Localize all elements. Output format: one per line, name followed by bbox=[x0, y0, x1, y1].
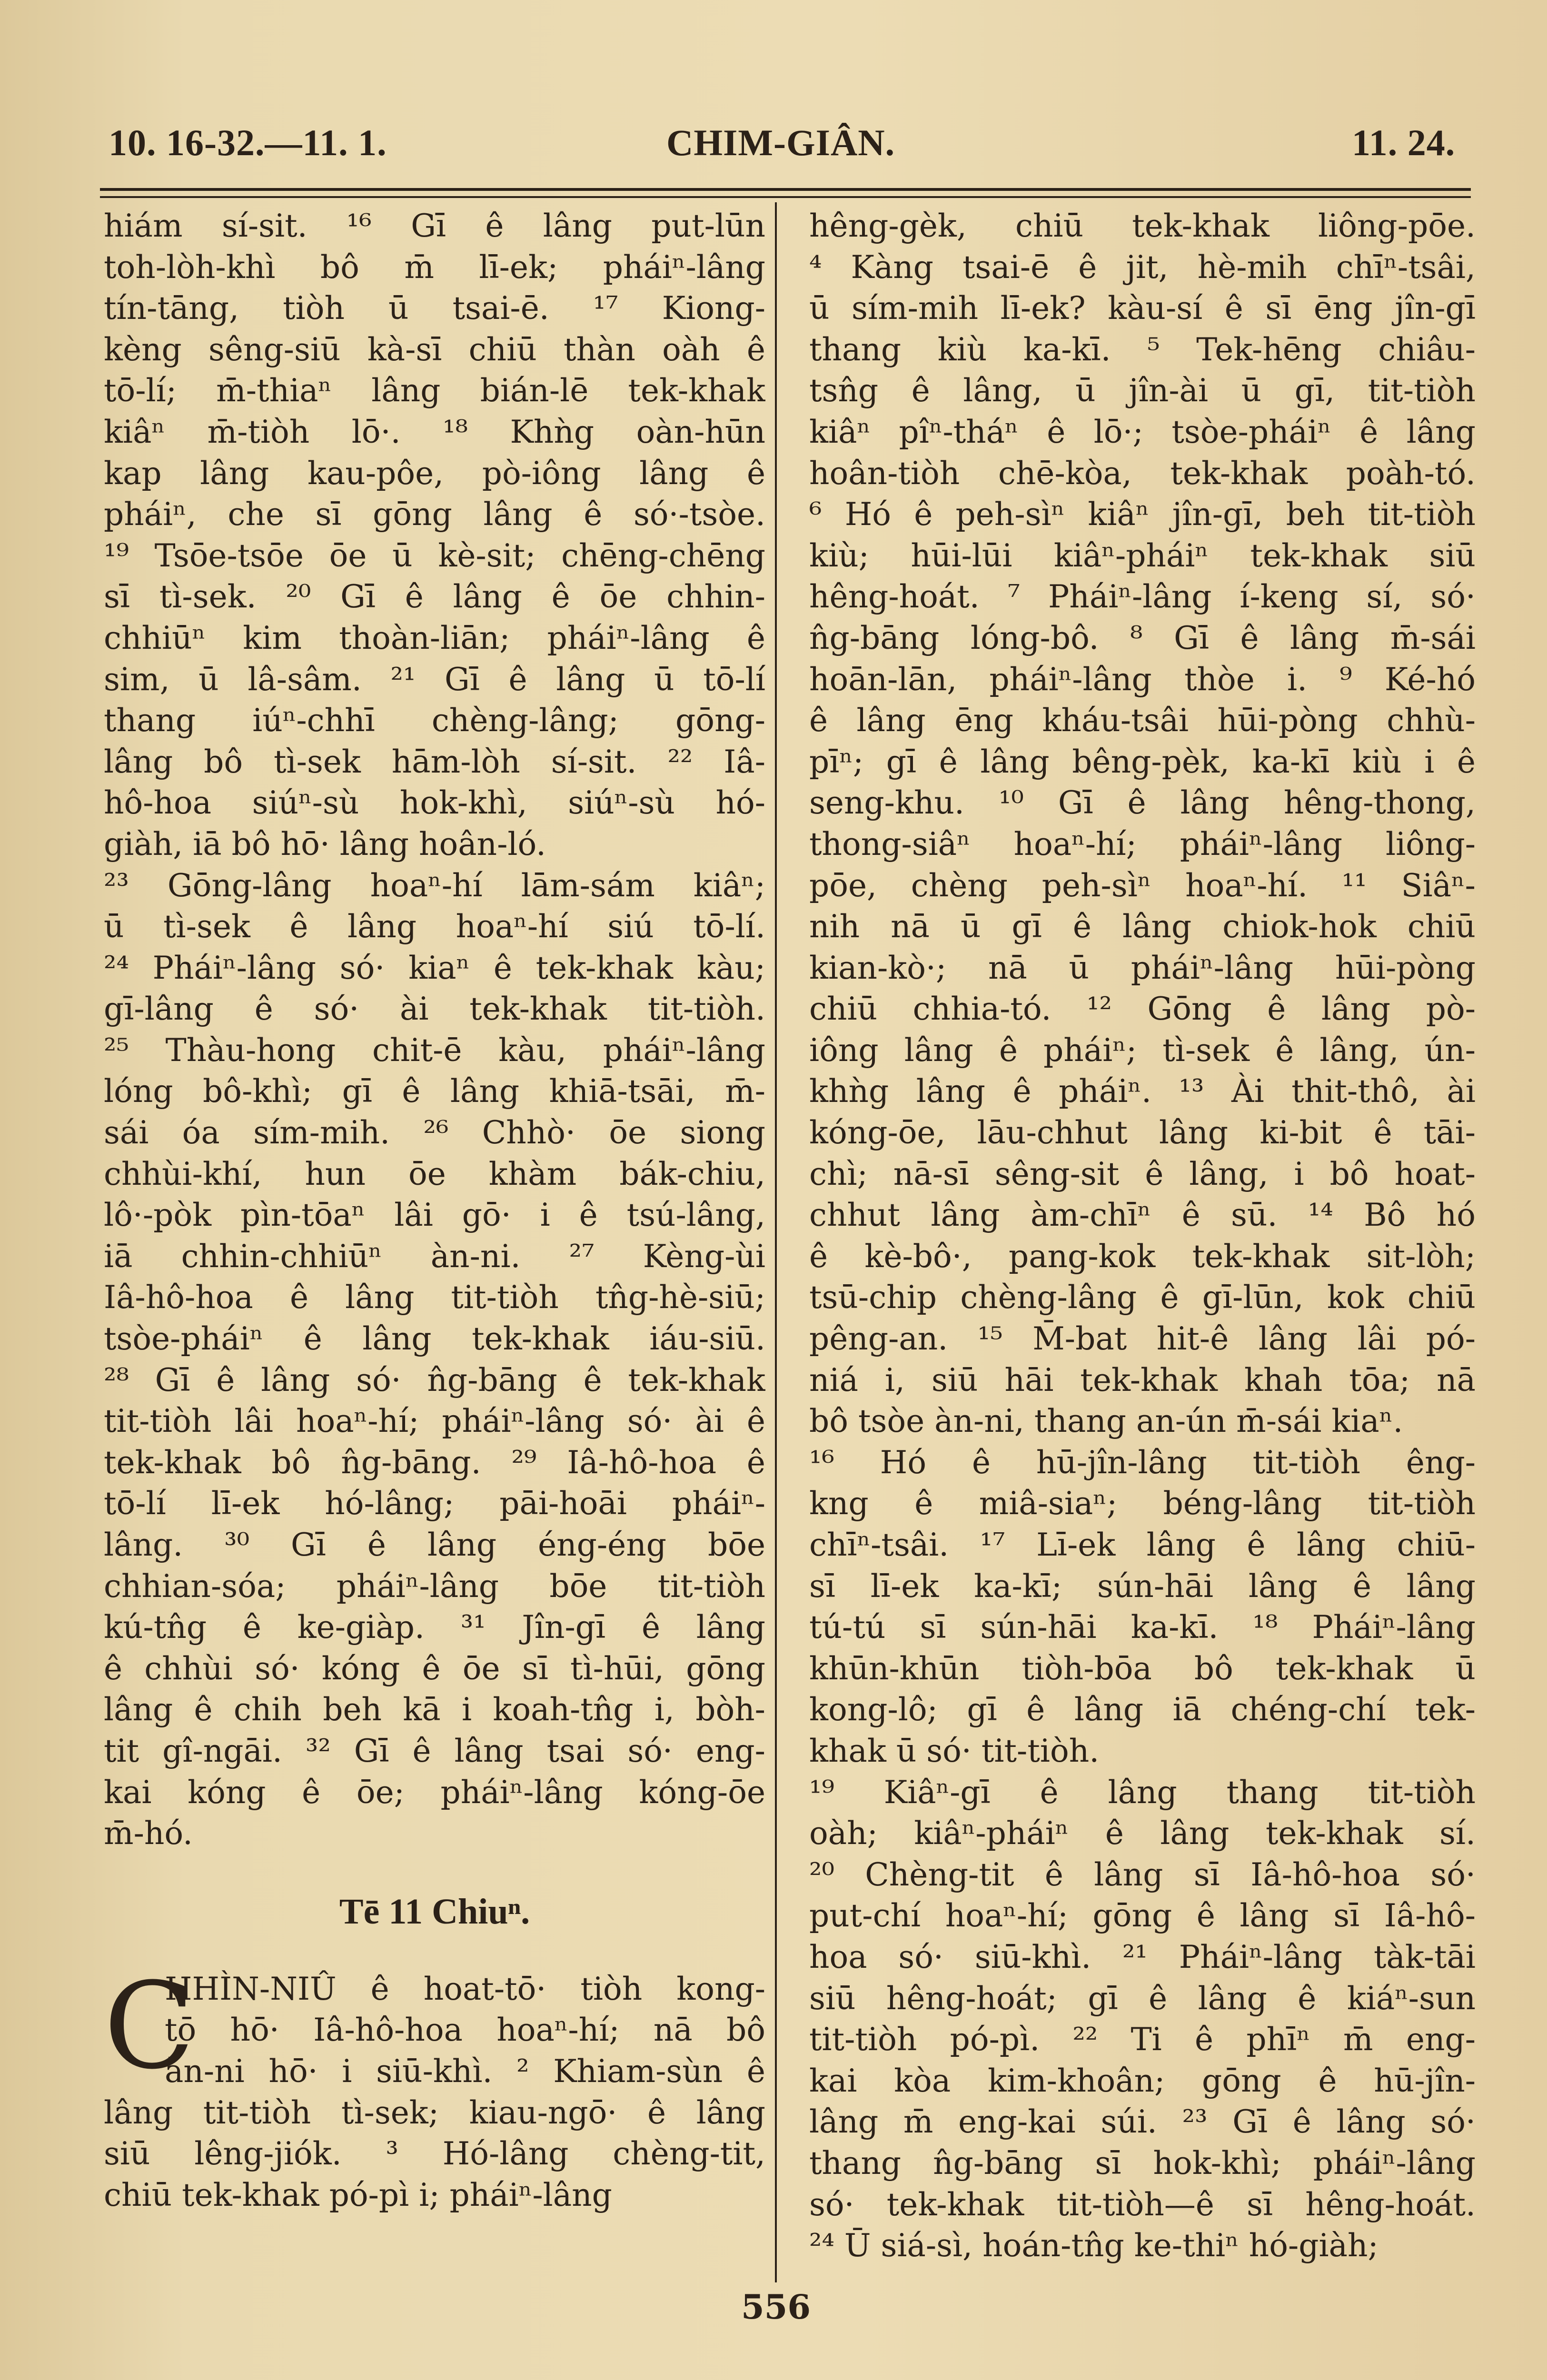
text-line: bô tsòe àn-ni, thang an-ún m̄-sái kiaⁿ. bbox=[809, 1403, 1403, 1440]
text-line: tú-tú sī sún-hāi ka-kī. ¹⁸ Pháiⁿ-lâng bbox=[809, 1609, 1476, 1646]
text-line: chhùi-khí, hun ōe khàm bák-chiu, bbox=[104, 1155, 765, 1192]
right-column-verses bbox=[809, 206, 1476, 2267]
text-line: ū tì-sek ê lâng hoaⁿ-hí siú tō-lí. bbox=[104, 908, 765, 945]
text-line: ⁶ Hó ê peh-sìⁿ kiâⁿ jîn-gī, beh tit-tiòh bbox=[809, 496, 1476, 533]
text-line: tit-tiòh lâi hoaⁿ-hí; pháiⁿ-lâng só· ài ê bbox=[104, 1403, 765, 1440]
text-line: ê lâng ēng kháu-tsâi hūi-pòng chhù- bbox=[809, 702, 1476, 739]
text-line: thang n̂g-bāng sī hok-khì; pháiⁿ-lâng bbox=[809, 2144, 1476, 2182]
text-line: oàh; kiâⁿ-pháiⁿ ê lâng tek-khak sí. bbox=[809, 1815, 1476, 1852]
chapter-heading: Tē 11 Chiuⁿ. bbox=[339, 1891, 530, 1932]
text-line: ê chhùi só· kóng ê ōe sī tì-hūi, gōng bbox=[104, 1650, 765, 1687]
text-line: lâng tit-tiòh tì-sek; kiau-ngō· ê lâng bbox=[104, 2094, 765, 2131]
text-line: gī-lâng ê só· ài tek-khak tit-tiòh. bbox=[104, 991, 765, 1028]
text-line: put-chí hoaⁿ-hí; gōng ê lâng sī Iâ-hô- bbox=[809, 1897, 1476, 1934]
text-line: ²⁴ Pháiⁿ-lâng só· kiaⁿ ê tek-khak kàu; bbox=[104, 949, 765, 986]
text-line: khak ū só· tit-tiòh. bbox=[809, 1732, 1100, 1769]
text-line: kiù; hūi-lūi kiâⁿ-pháiⁿ tek-khak siū bbox=[809, 537, 1476, 574]
text-line: chhiūⁿ kim thoàn-liān; pháiⁿ-lâng ê bbox=[104, 619, 765, 656]
text-line: kiâⁿ pîⁿ-tháⁿ ê lō·; tsòe-pháiⁿ ê lâng bbox=[809, 413, 1476, 450]
text-line: ²⁵ Thàu-hong chit-ē kàu, pháiⁿ-lâng bbox=[104, 1031, 765, 1069]
text-line: ê kè-bô·, pang-kok tek-khak sit-lòh; bbox=[809, 1238, 1476, 1275]
text-line: pháiⁿ, che sī gōng lâng ê só·-tsòe. bbox=[104, 496, 765, 533]
text-line: hêng-hoát. ⁷ Pháiⁿ-lâng í-keng sí, só· bbox=[809, 578, 1476, 615]
text-line: hoân-tiòh chē-kòa, tek-khak poàh-tó. bbox=[809, 455, 1476, 492]
text-line: ¹⁶ Hó ê hū-jîn-lâng tit-tiòh êng- bbox=[809, 1444, 1476, 1481]
text-line: ²⁴ Ū siá-sì, hoán-tn̂g ke-thiⁿ hó-giàh; bbox=[809, 2227, 1378, 2264]
header-rule-bottom bbox=[100, 196, 1471, 198]
text-line: hoān-lān, pháiⁿ-lâng thòe i. ⁹ Ké-hó bbox=[809, 661, 1476, 698]
text-line: toh-lòh-khì bô m̄ lī-ek; pháiⁿ-lâng bbox=[104, 248, 765, 286]
text-line: ²⁸ Gī ê lâng só· n̂g-bāng ê tek-khak bbox=[104, 1361, 765, 1398]
running-header-end-verse: 11. 24. bbox=[1352, 122, 1456, 163]
drop-cap-letter: C bbox=[104, 1956, 195, 2095]
text-line: pīⁿ; gī ê lâng bêng-pèk, ka-kī kiù i ê bbox=[809, 743, 1476, 780]
left-column-verses bbox=[104, 206, 765, 1854]
text-line: niá i, siū hāi tek-khak khah tōa; nā bbox=[809, 1361, 1476, 1398]
text-line: chīⁿ-tsâi. ¹⁷ Lī-ek lâng ê lâng chiū- bbox=[809, 1527, 1476, 1563]
left-text-column bbox=[104, 206, 765, 2216]
column-divider bbox=[775, 202, 777, 2282]
text-line: kian-kò·; nā ū pháiⁿ-lâng hūi-pòng bbox=[809, 949, 1476, 986]
text-line: lâng m̄ eng-kai súi. ²³ Gī ê lâng só· bbox=[809, 2103, 1476, 2141]
text-line: hô-hoa siúⁿ-sù hok-khì, siúⁿ-sù hó- bbox=[104, 784, 765, 822]
text-line: pōe, chèng peh-sìⁿ hoaⁿ-hí. ¹¹ Siâⁿ- bbox=[809, 867, 1476, 904]
text-line: kèng sêng-siū kà-sī chiū thàn oàh ê bbox=[104, 331, 765, 368]
text-line: kai kóng ê ōe; pháiⁿ-lâng kóng-ōe bbox=[104, 1774, 765, 1811]
text-line: sim, ū lâ-sâm. ²¹ Gī ê lâng ū tō-lí bbox=[104, 661, 765, 698]
text-line: hoa só· siū-khì. ²¹ Pháiⁿ-lâng tàk-tāi bbox=[809, 1938, 1476, 1975]
text-line: thong-siâⁿ hoaⁿ-hí; pháiⁿ-lâng liông- bbox=[809, 825, 1476, 863]
text-line: iông lâng ê pháiⁿ; tì-sek ê lâng, ún- bbox=[809, 1031, 1476, 1069]
text-line: khǹg lâng ê pháiⁿ. ¹³ Ài thit-thô, ài bbox=[809, 1073, 1476, 1110]
text-line: sī tì-sek. ²⁰ Gī ê lâng ê ōe chhin- bbox=[104, 578, 765, 615]
text-line: seng-khu. ¹⁰ Gī ê lâng hêng-thong, bbox=[809, 784, 1476, 822]
text-line: siū hêng-hoát; gī ê lâng ê kiáⁿ-sun bbox=[809, 1980, 1476, 2017]
text-line: tek-khak bô n̂g-bāng. ²⁹ Iâ-hô-hoa ê bbox=[104, 1444, 765, 1481]
running-header-verse-range: 10. 16-32.—11. 1. bbox=[109, 122, 387, 163]
text-line: kng ê miâ-siaⁿ; béng-lâng tit-tiòh bbox=[809, 1485, 1476, 1522]
text-line: kap lâng kau-pôe, pò-iông lâng ê bbox=[104, 455, 765, 492]
text-line: giàh, iā bô hō· lâng hoân-ló. bbox=[104, 825, 546, 863]
text-line: ¹⁹ Kiâⁿ-gī ê lâng thang tit-tiòh bbox=[809, 1774, 1476, 1811]
text-line: thang iúⁿ-chhī chèng-lâng; gōng- bbox=[104, 702, 765, 739]
text-line: lóng bô-khì; gī ê lâng khiā-tsāi, m̄- bbox=[104, 1073, 765, 1110]
text-line: m̄-hó. bbox=[104, 1815, 193, 1852]
text-line: lâng bô tì-sek hām-lòh sí-sit. ²² Iâ- bbox=[104, 743, 765, 780]
page-number: 556 bbox=[741, 2287, 811, 2327]
text-line: chhian-sóa; pháiⁿ-lâng bōe tit-tiòh bbox=[104, 1567, 765, 1605]
chapter-opening-paragraph bbox=[104, 1956, 765, 2216]
text-line: pêng-an. ¹⁵ M̄-bat hit-ê lâng lâi pó- bbox=[809, 1320, 1476, 1358]
text-line: ¹⁹ Tsōe-tsōe ōe ū kè-sit; chēng-chēng bbox=[104, 537, 765, 574]
text-line: kai kòa kim-khoân; gōng ê hū-jîn- bbox=[809, 2062, 1476, 2099]
text-line: ²³ Gōng-lâng hoaⁿ-hí lām-sám kiâⁿ; bbox=[104, 867, 765, 904]
text-line: kong-lô; gī ê lâng iā chéng-chí tek- bbox=[809, 1691, 1476, 1728]
text-line: lâng. ³⁰ Gī ê lâng éng-éng bōe bbox=[104, 1527, 765, 1563]
right-text-column bbox=[809, 206, 1476, 2267]
text-line: Iâ-hô-hoa ê lâng tit-tiòh tn̂g-hè-siū; bbox=[104, 1279, 765, 1316]
text-line: chiū chhia-tó. ¹² Gōng ê lâng pò- bbox=[809, 991, 1476, 1028]
text-line: só· tek-khak tit-tiòh—ê sī hêng-hoát. bbox=[809, 2186, 1476, 2223]
text-line: sái óa sím-mih. ²⁶ Chhò· ōe siong bbox=[104, 1114, 765, 1151]
text-line: tit-tiòh pó-pì. ²² Ti ê phīⁿ m̄ eng- bbox=[809, 2021, 1476, 2058]
text-line: HHÌN-NIÛ ê hoat-tō· tiòh kong- bbox=[165, 1970, 765, 2007]
text-line: tō-lí lī-ek hó-lâng; pāi-hoāi pháiⁿ- bbox=[104, 1485, 765, 1522]
text-line: tsū-chip chèng-lâng ê gī-lūn, kok chiū bbox=[809, 1279, 1476, 1316]
text-line: khūn-khūn tiòh-bōa bô tek-khak ū bbox=[809, 1650, 1476, 1687]
text-line: chì; nā-sī sêng-sit ê lâng, i bô hoat- bbox=[809, 1155, 1476, 1192]
text-line: siū lêng-jiók. ³ Hó-lâng chèng-tit, bbox=[104, 2135, 765, 2172]
text-line: tín-tāng, tiòh ū tsai-ē. ¹⁷ Kiong- bbox=[104, 290, 765, 327]
text-line: tō hō· Iâ-hô-hoa hoaⁿ-hí; nā bô bbox=[165, 2012, 765, 2049]
text-line: kóng-ōe, lāu-chhut lâng ki-bit ê tāi- bbox=[809, 1114, 1476, 1151]
text-line: àn-ni hō· i siū-khì. ² Khiam-sùn ê bbox=[165, 2053, 765, 2090]
text-line: tit gî-ngāi. ³² Gī ê lâng tsai só· eng- bbox=[104, 1732, 765, 1769]
text-line: lô·-pòk pìn-tōaⁿ lâi gō· i ê tsú-lâng, bbox=[104, 1197, 765, 1234]
text-line: hêng-gèk, chiū tek-khak liông-pōe. bbox=[809, 208, 1476, 244]
text-line: tō-lí; m̄-thiaⁿ lâng bián-lē tek-khak bbox=[104, 372, 765, 409]
text-line: sī lī-ek ka-kī; sún-hāi lâng ê lâng bbox=[809, 1567, 1476, 1605]
text-line: iā chhin-chhiūⁿ àn-ni. ²⁷ Kèng-ùi bbox=[104, 1238, 765, 1275]
text-line: kú-tn̂g ê ke-giàp. ³¹ Jîn-gī ê lâng bbox=[104, 1609, 765, 1646]
text-line: tsn̂g ê lâng, ū jîn-ài ū gī, tit-tiòh bbox=[809, 372, 1476, 409]
header-rule-top bbox=[100, 188, 1471, 191]
text-line: chhut lâng àm-chīⁿ ê sū. ¹⁴ Bô hó bbox=[809, 1197, 1476, 1234]
text-line: lâng ê chih beh kā i koah-tn̂g i, bòh- bbox=[104, 1691, 765, 1728]
text-line: thang kiù ka-kī. ⁵ Tek-hēng chiâu- bbox=[809, 331, 1476, 368]
text-line: kiâⁿ m̄-tiòh lō·. ¹⁸ Khǹg oàn-hūn bbox=[104, 413, 765, 450]
running-header-book-title: CHIM-GIÂN. bbox=[666, 122, 895, 163]
text-line: nih nā ū gī ê lâng chiok-hok chiū bbox=[809, 908, 1476, 945]
text-line: chiū tek-khak pó-pì i; pháiⁿ-lâng bbox=[104, 2176, 612, 2213]
text-line: ⁴ Kàng tsai-ē ê jit, hè-mih chīⁿ-tsâi, bbox=[809, 248, 1476, 286]
text-line: tsòe-pháiⁿ ê lâng tek-khak iáu-siū. bbox=[104, 1320, 765, 1358]
text-line: ²⁰ Chèng-tit ê lâng sī Iâ-hô-hoa só· bbox=[809, 1856, 1476, 1893]
text-line: ū sím-mih lī-ek? kàu-sí ê sī ēng jîn-gī bbox=[809, 290, 1476, 327]
text-line: hiám sí-sit. ¹⁶ Gī ê lâng put-lūn bbox=[104, 208, 765, 244]
text-line: n̂g-bāng lóng-bô. ⁸ Gī ê lâng m̄-sái bbox=[809, 619, 1476, 656]
